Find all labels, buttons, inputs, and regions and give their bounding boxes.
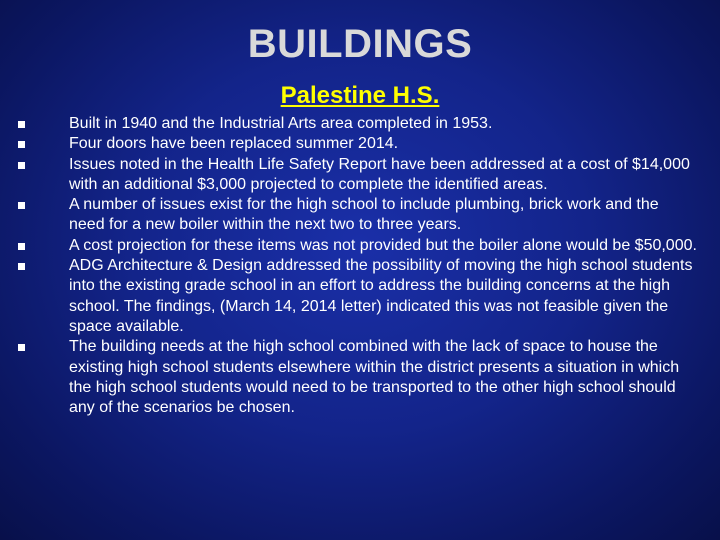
bullet-text: Four doors have been replaced summer 2014. xyxy=(69,135,399,153)
slide-title: BUILDINGS xyxy=(247,22,473,66)
bullet-item xyxy=(18,236,698,256)
square-bullet-icon xyxy=(18,344,25,351)
bullet-item xyxy=(18,155,698,196)
square-bullet-icon xyxy=(18,141,25,148)
bullet-text: Built in 1940 and the Industrial Arts area completed in 1953. xyxy=(69,115,493,132)
square-bullet-icon xyxy=(18,121,25,128)
bullet-item xyxy=(18,337,698,418)
bullet-item xyxy=(18,134,698,154)
bullet-item xyxy=(18,195,698,236)
bullet-text: ADG Architecture & Design addressed the possibility of moving the high school students into the existing grade school in an effort to address the building concerns at the high school. The findings, (March 14, 2014 letter) indicated this was not feasible given the space available. xyxy=(69,257,693,335)
square-bullet-icon xyxy=(18,263,25,270)
slide-subtitle: Palestine H.S. xyxy=(280,82,440,109)
bullet-text: The building needs at the high school combined with the lack of space to house the existing high school students elsewhere within the district presents a situation in which the high school students would need to be transported to the other high school should any of the scenarios be chosen. xyxy=(69,338,680,417)
bullet-item xyxy=(18,256,698,337)
bullet-text: A number of issues exist for the high school to include plumbing, brick work and the need for a new boiler within the next two to three years. xyxy=(69,196,659,234)
bullet-item xyxy=(18,114,698,134)
bullet-text: A cost projection for these items was not provided but the boiler alone would be $50,000. xyxy=(69,236,697,254)
square-bullet-icon xyxy=(18,202,25,209)
square-bullet-icon xyxy=(18,243,25,250)
square-bullet-icon xyxy=(18,162,25,169)
bullet-list xyxy=(18,114,698,418)
bullet-text: Issues noted in the Health Life Safety Report have been addressed at a cost of $14,000 with an additional $3,000 projected to complete the identified areas. xyxy=(69,155,690,193)
